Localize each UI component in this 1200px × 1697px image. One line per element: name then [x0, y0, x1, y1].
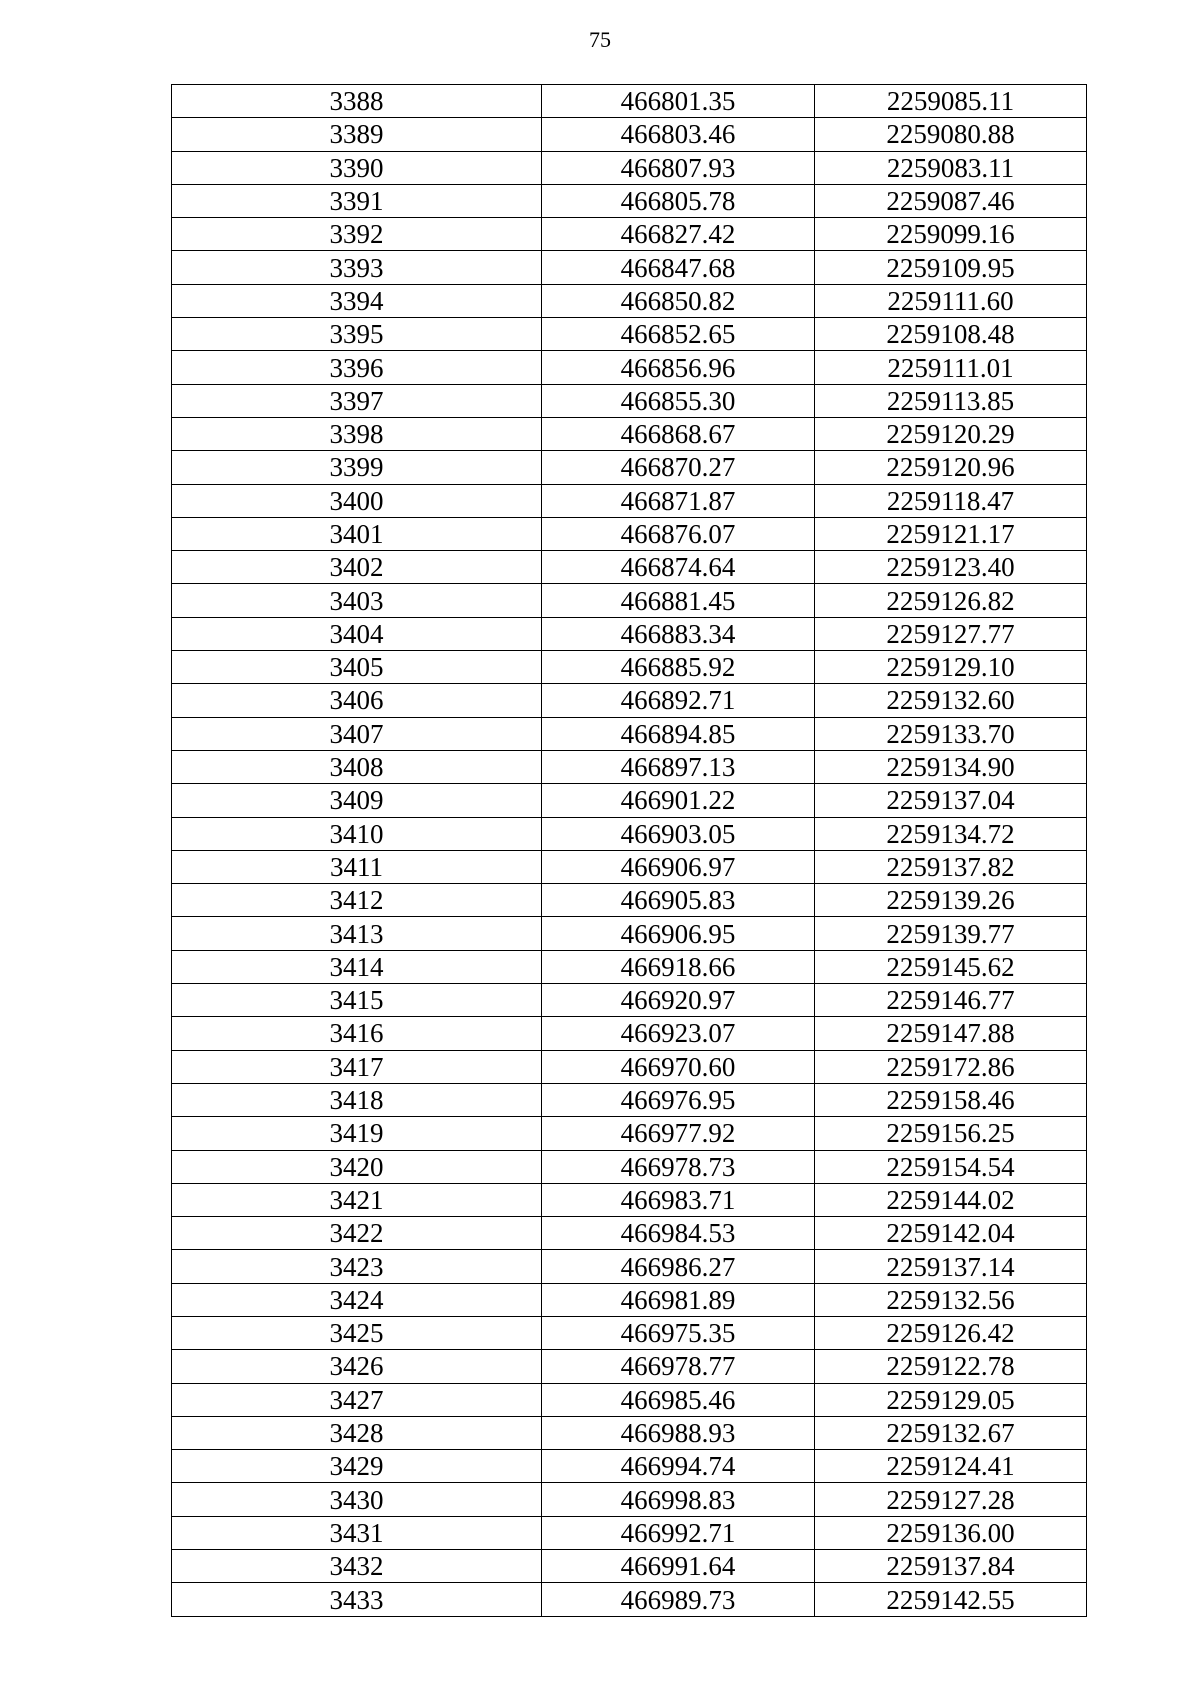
x-coordinate-cell: 466807.93	[542, 151, 815, 184]
table-row	[172, 1017, 1087, 1050]
table-row	[172, 1050, 1087, 1083]
x-coordinate-cell: 466981.89	[542, 1283, 815, 1316]
x-coordinate-cell: 466801.35	[542, 85, 815, 118]
x-coordinate-cell: 466903.05	[542, 817, 815, 850]
y-coordinate-cell: 2259085.11	[815, 85, 1087, 118]
y-coordinate-cell: 2259124.41	[815, 1450, 1087, 1483]
x-coordinate-cell: 466827.42	[542, 218, 815, 251]
x-coordinate-cell: 466850.82	[542, 284, 815, 317]
y-coordinate-cell: 2259126.82	[815, 584, 1087, 617]
point-number-cell: 3410	[172, 817, 542, 850]
table-row	[172, 850, 1087, 883]
point-number-cell: 3389	[172, 118, 542, 151]
x-coordinate-cell: 466975.35	[542, 1316, 815, 1349]
point-number-cell: 3425	[172, 1316, 542, 1349]
y-coordinate-cell: 2259156.25	[815, 1117, 1087, 1150]
point-number-cell: 3409	[172, 784, 542, 817]
table-row	[172, 551, 1087, 584]
y-coordinate-cell: 2259146.77	[815, 984, 1087, 1017]
x-coordinate-cell: 466977.92	[542, 1117, 815, 1150]
x-coordinate-cell: 466897.13	[542, 750, 815, 783]
table-row	[172, 1316, 1087, 1349]
x-coordinate-cell: 466894.85	[542, 717, 815, 750]
table-row	[172, 884, 1087, 917]
x-coordinate-cell: 466856.96	[542, 351, 815, 384]
point-number-cell: 3428	[172, 1416, 542, 1449]
table-row	[172, 1550, 1087, 1583]
table-row	[172, 351, 1087, 384]
y-coordinate-cell: 2259134.72	[815, 817, 1087, 850]
y-coordinate-cell: 2259118.47	[815, 484, 1087, 517]
table-row	[172, 517, 1087, 550]
x-coordinate-cell: 466992.71	[542, 1516, 815, 1549]
x-coordinate-cell: 466892.71	[542, 684, 815, 717]
table-row	[172, 85, 1087, 118]
table-row	[172, 617, 1087, 650]
x-coordinate-cell: 466986.27	[542, 1250, 815, 1283]
point-number-cell: 3391	[172, 184, 542, 217]
point-number-cell: 3390	[172, 151, 542, 184]
point-number-cell: 3404	[172, 617, 542, 650]
table-row	[172, 284, 1087, 317]
x-coordinate-cell: 466881.45	[542, 584, 815, 617]
y-coordinate-cell: 2259083.11	[815, 151, 1087, 184]
point-number-cell: 3395	[172, 318, 542, 351]
x-coordinate-cell: 466876.07	[542, 517, 815, 550]
table-row	[172, 251, 1087, 284]
y-coordinate-cell: 2259129.05	[815, 1383, 1087, 1416]
table-row	[172, 784, 1087, 817]
x-coordinate-cell: 466803.46	[542, 118, 815, 151]
x-coordinate-cell: 466994.74	[542, 1450, 815, 1483]
point-number-cell: 3414	[172, 950, 542, 983]
x-coordinate-cell: 466883.34	[542, 617, 815, 650]
point-number-cell: 3405	[172, 651, 542, 684]
y-coordinate-cell: 2259133.70	[815, 717, 1087, 750]
table-row	[172, 584, 1087, 617]
point-number-cell: 3411	[172, 850, 542, 883]
coordinates-table-body	[172, 85, 1087, 1617]
point-number-cell: 3412	[172, 884, 542, 917]
x-coordinate-cell: 466991.64	[542, 1550, 815, 1583]
point-number-cell: 3418	[172, 1083, 542, 1116]
table-row	[172, 817, 1087, 850]
y-coordinate-cell: 2259154.54	[815, 1150, 1087, 1183]
table-row	[172, 684, 1087, 717]
point-number-cell: 3415	[172, 984, 542, 1017]
y-coordinate-cell: 2259139.26	[815, 884, 1087, 917]
y-coordinate-cell: 2259158.46	[815, 1083, 1087, 1116]
y-coordinate-cell: 2259113.85	[815, 384, 1087, 417]
x-coordinate-cell: 466985.46	[542, 1383, 815, 1416]
x-coordinate-cell: 466847.68	[542, 251, 815, 284]
table-row	[172, 1083, 1087, 1116]
y-coordinate-cell: 2259109.95	[815, 251, 1087, 284]
y-coordinate-cell: 2259137.14	[815, 1250, 1087, 1283]
table-row	[172, 318, 1087, 351]
table-row	[172, 118, 1087, 151]
point-number-cell: 3396	[172, 351, 542, 384]
table-row	[172, 151, 1087, 184]
y-coordinate-cell: 2259121.17	[815, 517, 1087, 550]
x-coordinate-cell: 466918.66	[542, 950, 815, 983]
y-coordinate-cell: 2259127.28	[815, 1483, 1087, 1516]
x-coordinate-cell: 466805.78	[542, 184, 815, 217]
table-row	[172, 1350, 1087, 1383]
y-coordinate-cell: 2259137.84	[815, 1550, 1087, 1583]
y-coordinate-cell: 2259142.04	[815, 1217, 1087, 1250]
y-coordinate-cell: 2259147.88	[815, 1017, 1087, 1050]
x-coordinate-cell: 466870.27	[542, 451, 815, 484]
x-coordinate-cell: 466923.07	[542, 1017, 815, 1050]
y-coordinate-cell: 2259142.55	[815, 1583, 1087, 1616]
point-number-cell: 3421	[172, 1183, 542, 1216]
point-number-cell: 3398	[172, 417, 542, 450]
point-number-cell: 3422	[172, 1217, 542, 1250]
y-coordinate-cell: 2259136.00	[815, 1516, 1087, 1549]
table-row	[172, 1217, 1087, 1250]
x-coordinate-cell: 466855.30	[542, 384, 815, 417]
point-number-cell: 3419	[172, 1117, 542, 1150]
table-row	[172, 1483, 1087, 1516]
table-row	[172, 484, 1087, 517]
point-number-cell: 3427	[172, 1383, 542, 1416]
point-number-cell: 3413	[172, 917, 542, 950]
table-row	[172, 917, 1087, 950]
x-coordinate-cell: 466983.71	[542, 1183, 815, 1216]
point-number-cell: 3430	[172, 1483, 542, 1516]
x-coordinate-cell: 466978.73	[542, 1150, 815, 1183]
y-coordinate-cell: 2259132.56	[815, 1283, 1087, 1316]
y-coordinate-cell: 2259129.10	[815, 651, 1087, 684]
table-row	[172, 750, 1087, 783]
point-number-cell: 3408	[172, 750, 542, 783]
x-coordinate-cell: 466989.73	[542, 1583, 815, 1616]
x-coordinate-cell: 466871.87	[542, 484, 815, 517]
table-row	[172, 1117, 1087, 1150]
table-row	[172, 1516, 1087, 1549]
point-number-cell: 3416	[172, 1017, 542, 1050]
table-row	[172, 651, 1087, 684]
x-coordinate-cell: 466901.22	[542, 784, 815, 817]
table-row	[172, 1450, 1087, 1483]
x-coordinate-cell: 466905.83	[542, 884, 815, 917]
table-row	[172, 1583, 1087, 1616]
table-row	[172, 384, 1087, 417]
y-coordinate-cell: 2259120.96	[815, 451, 1087, 484]
y-coordinate-cell: 2259132.67	[815, 1416, 1087, 1449]
table-row	[172, 1416, 1087, 1449]
point-number-cell: 3420	[172, 1150, 542, 1183]
point-number-cell: 3397	[172, 384, 542, 417]
y-coordinate-cell: 2259080.88	[815, 118, 1087, 151]
y-coordinate-cell: 2259137.82	[815, 850, 1087, 883]
point-number-cell: 3431	[172, 1516, 542, 1549]
point-number-cell: 3394	[172, 284, 542, 317]
table-row	[172, 1150, 1087, 1183]
y-coordinate-cell: 2259137.04	[815, 784, 1087, 817]
point-number-cell: 3388	[172, 85, 542, 118]
x-coordinate-cell: 466978.77	[542, 1350, 815, 1383]
point-number-cell: 3424	[172, 1283, 542, 1316]
point-number-cell: 3432	[172, 1550, 542, 1583]
y-coordinate-cell: 2259126.42	[815, 1316, 1087, 1349]
x-coordinate-cell: 466998.83	[542, 1483, 815, 1516]
table-row	[172, 451, 1087, 484]
y-coordinate-cell: 2259123.40	[815, 551, 1087, 584]
x-coordinate-cell: 466988.93	[542, 1416, 815, 1449]
table-row	[172, 717, 1087, 750]
y-coordinate-cell: 2259120.29	[815, 417, 1087, 450]
x-coordinate-cell: 466970.60	[542, 1050, 815, 1083]
x-coordinate-cell: 466906.95	[542, 917, 815, 950]
y-coordinate-cell: 2259087.46	[815, 184, 1087, 217]
x-coordinate-cell: 466885.92	[542, 651, 815, 684]
page-number: 75	[589, 27, 611, 52]
y-coordinate-cell: 2259111.60	[815, 284, 1087, 317]
table-row	[172, 1283, 1087, 1316]
y-coordinate-cell: 2259122.78	[815, 1350, 1087, 1383]
x-coordinate-cell: 466868.67	[542, 417, 815, 450]
table-row	[172, 950, 1087, 983]
y-coordinate-cell: 2259099.16	[815, 218, 1087, 251]
point-number-cell: 3423	[172, 1250, 542, 1283]
x-coordinate-cell: 466920.97	[542, 984, 815, 1017]
table-row	[172, 218, 1087, 251]
point-number-cell: 3402	[172, 551, 542, 584]
y-coordinate-cell: 2259139.77	[815, 917, 1087, 950]
table-row	[172, 1383, 1087, 1416]
table-row	[172, 1183, 1087, 1216]
x-coordinate-cell: 466976.95	[542, 1083, 815, 1116]
point-number-cell: 3433	[172, 1583, 542, 1616]
table-row	[172, 1250, 1087, 1283]
point-number-cell: 3403	[172, 584, 542, 617]
x-coordinate-cell: 466852.65	[542, 318, 815, 351]
y-coordinate-cell: 2259108.48	[815, 318, 1087, 351]
point-number-cell: 3407	[172, 717, 542, 750]
table-row	[172, 184, 1087, 217]
table-row	[172, 417, 1087, 450]
y-coordinate-cell: 2259144.02	[815, 1183, 1087, 1216]
table-row	[172, 984, 1087, 1017]
point-number-cell: 3392	[172, 218, 542, 251]
y-coordinate-cell: 2259134.90	[815, 750, 1087, 783]
y-coordinate-cell: 2259132.60	[815, 684, 1087, 717]
point-number-cell: 3401	[172, 517, 542, 550]
y-coordinate-cell: 2259111.01	[815, 351, 1087, 384]
point-number-cell: 3429	[172, 1450, 542, 1483]
y-coordinate-cell: 2259127.77	[815, 617, 1087, 650]
x-coordinate-cell: 466984.53	[542, 1217, 815, 1250]
point-number-cell: 3417	[172, 1050, 542, 1083]
point-number-cell: 3406	[172, 684, 542, 717]
x-coordinate-cell: 466906.97	[542, 850, 815, 883]
point-number-cell: 3393	[172, 251, 542, 284]
point-number-cell: 3426	[172, 1350, 542, 1383]
point-number-cell: 3400	[172, 484, 542, 517]
point-number-cell: 3399	[172, 451, 542, 484]
y-coordinate-cell: 2259145.62	[815, 950, 1087, 983]
x-coordinate-cell: 466874.64	[542, 551, 815, 584]
coordinates-table	[171, 84, 1087, 1617]
y-coordinate-cell: 2259172.86	[815, 1050, 1087, 1083]
